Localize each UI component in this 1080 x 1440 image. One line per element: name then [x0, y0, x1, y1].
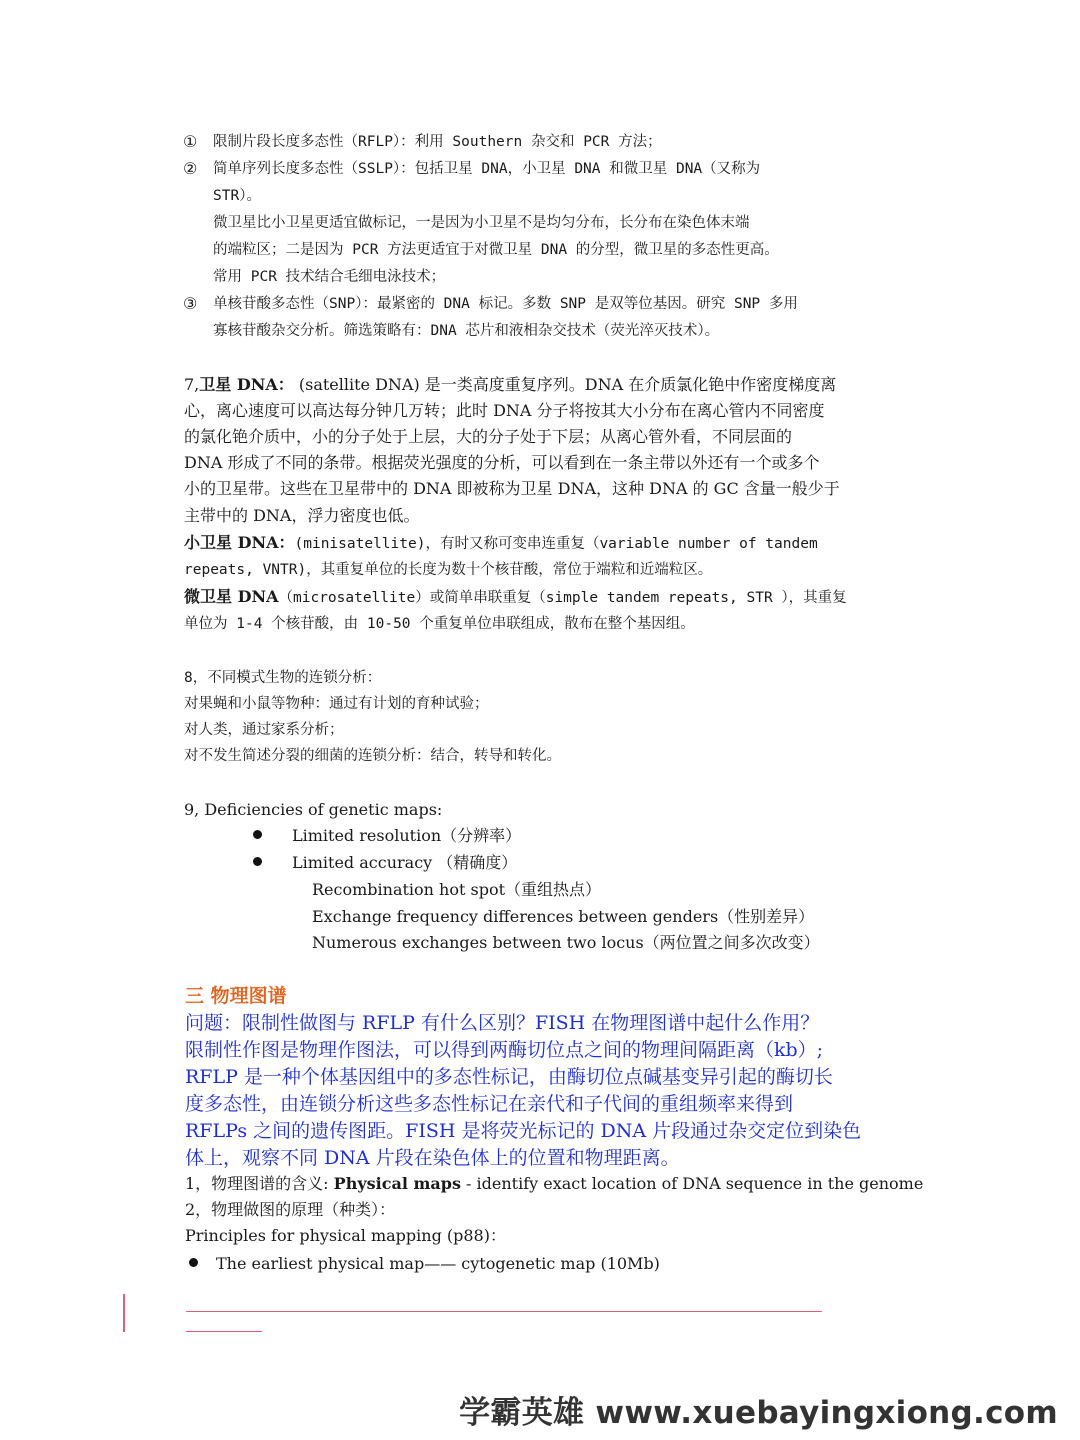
section9-title: 9, Deficiencies of genetic maps: — [184, 800, 443, 819]
sslp-line-1: 简单序列长度多态性（SSLP）：包括卫星 DNA，小卫星 DNA 和微卫星 DNA（又称为 — [213, 161, 761, 177]
section7-line-1: (satellite DNA) 是一类高度重复序列。DNA 在介质氯化铯中作密度梯度离 — [298, 375, 837, 394]
section7-line-2: 心，离心速度可以高达每分钟几万转；此时 DNA 分子将按其大小分布在离心管内不同密度 — [184, 401, 825, 420]
rflp-line: 限制片段长度多态性（RFLP）：利用 Southern 杂交和 PCR 方法； — [213, 134, 662, 150]
sslp-line-2: STR）。 — [213, 188, 261, 204]
section3-answer-3: 度多态性，由连锁分析这些多态性标记在亲代和子代间的重组频率来得到 — [185, 1093, 794, 1115]
site-watermark: 学霸英雄 www.xuebayingxiong.com — [459, 1395, 1058, 1431]
marker-2: ② — [183, 159, 198, 178]
marker-1: ① — [183, 132, 198, 151]
mapping-principle-heading: 2，物理做图的原理（种类）： — [185, 1200, 396, 1219]
minisatellite-line-2: repeats, VNTR)，其重复单位的长度为数十个核苷酸，常位于端粒和近端粒区。 — [184, 562, 713, 578]
section7-line-5: 小的卫星带。这些在卫星带中的 DNA 即被称为卫星 DNA，这种 DNA 的 GC 含量一般少于 — [184, 479, 840, 498]
bullet-dot — [189, 1258, 198, 1267]
section7-line-4: DNA 形成了不同的条带。根据荧光强度的分析，可以看到在一条主带以外还有一个或多个 — [184, 453, 820, 472]
physical-maps-term: Physical maps — [333, 1174, 461, 1193]
section9-bullet-1: Limited resolution（分辨率） — [292, 826, 522, 845]
sslp-line-4: 的端粒区；二是因为 PCR 方法更适宜于对微卫星 DNA 的分型，微卫星的多态性更高。 — [213, 242, 779, 258]
section7-header — [184, 374, 836, 396]
section8-line-1: 对果蝇和小鼠等物种：通过有计划的育种试验； — [184, 696, 489, 712]
section9-sub-2: Exchange frequency differences between genders（性别差异） — [312, 907, 815, 926]
section7-line-6: 主带中的 DNA，浮力密度也低。 — [184, 506, 420, 525]
section8-line-2: 对人类，通过家系分析； — [184, 722, 344, 738]
sslp-line-5: 常用 PCR 技术结合毛细电泳技术； — [213, 269, 446, 285]
marker-3: ③ — [183, 294, 198, 313]
section3-answer-5: 体上，观察不同 DNA 片段在染色体上的位置和物理距离。 — [185, 1147, 680, 1169]
section8-title: 8，不同模式生物的连锁分析： — [184, 670, 382, 686]
snp-line-1: 单核苷酸多态性（SNP）：最紧密的 DNA 标记。多数 SNP 是双等位基因。研究 SNP 多用 — [213, 296, 798, 312]
margin-rule-vertical — [123, 1294, 125, 1332]
section9-sub-1: Recombination hot spot（重组热点） — [312, 880, 602, 899]
microsatellite-line-1 — [184, 586, 847, 609]
section7-line-3: 的氯化铯介质中，小的分子处于上层，大的分子处于下层；从离心管外看，不同层面的 — [184, 427, 793, 446]
section3-answer-2: RFLP 是一种个体基因组中的多态性标记，由酶切位点碱基变异引起的酶切长 — [185, 1066, 833, 1088]
section7-number: 7, — [184, 375, 200, 394]
snp-line-2: 寡核苷酸杂交分析。筛选策略有：DNA 芯片和液相杂交技术（荧光淬灭技术）。 — [213, 323, 720, 339]
footer-rule-short — [186, 1331, 262, 1332]
sslp-line-3: 微卫星比小卫星更适宜做标记，一是因为小卫星不是均匀分布，长分布在染色体末端 — [213, 215, 750, 231]
microsatellite-text: （microsatellite）或简单串联重复（simple tandem repeats, STR ），其重复 — [278, 590, 847, 606]
minisatellite-line-1 — [184, 532, 818, 555]
principles-physical-mapping: Principles for physical mapping (p88)： — [185, 1226, 506, 1245]
section9-sub-3: Numerous exchanges between two locus（两位置之间多次改变） — [312, 933, 820, 952]
bullet-dot — [253, 857, 262, 866]
section8-line-3: 对不发生简述分裂的细菌的连锁分析：结合，转导和转化。 — [184, 748, 561, 764]
footer-rule-long — [186, 1311, 822, 1312]
section3-heading: 三 物理图谱 — [185, 985, 287, 1007]
section3-question: 问题：限制性做图与 RFLP 有什么区别？FISH 在物理图谱中起什么作用？ — [185, 1012, 820, 1034]
definition-text: - identify exact location of DNA sequence in the genome — [460, 1174, 924, 1193]
microsatellite-term: 微卫星 DNA — [184, 587, 279, 606]
satellite-dna-term: 卫星 DNA： — [199, 375, 294, 394]
microsatellite-line-2: 单位为 1-4 个核苷酸，由 10-50 个重复单位串联组成，散布在整个基因组。 — [184, 616, 695, 632]
minisatellite-text: (minisatellite)，有时又称可变串连重复（variable number of tandem — [294, 536, 818, 552]
minisatellite-term: 小卫星 DNA： — [184, 533, 295, 552]
section3-answer-1: 限制性作图是物理作图法，可以得到两酶切位点之间的物理间隔距离（kb）; — [185, 1039, 824, 1061]
section9-bullet-2: Limited accuracy （精确度） — [292, 853, 518, 872]
definition-prefix: 1，物理图谱的含义: — [185, 1174, 334, 1193]
bullet-dot — [253, 830, 262, 839]
earliest-physical-map: The earliest physical map—— cytogenetic map (10Mb) — [216, 1254, 660, 1273]
physical-maps-definition — [185, 1173, 923, 1195]
section3-answer-4: RFLPs 之间的遗传图距。FISH 是将荧光标记的 DNA 片段通过杂交定位到染色 — [185, 1120, 862, 1142]
